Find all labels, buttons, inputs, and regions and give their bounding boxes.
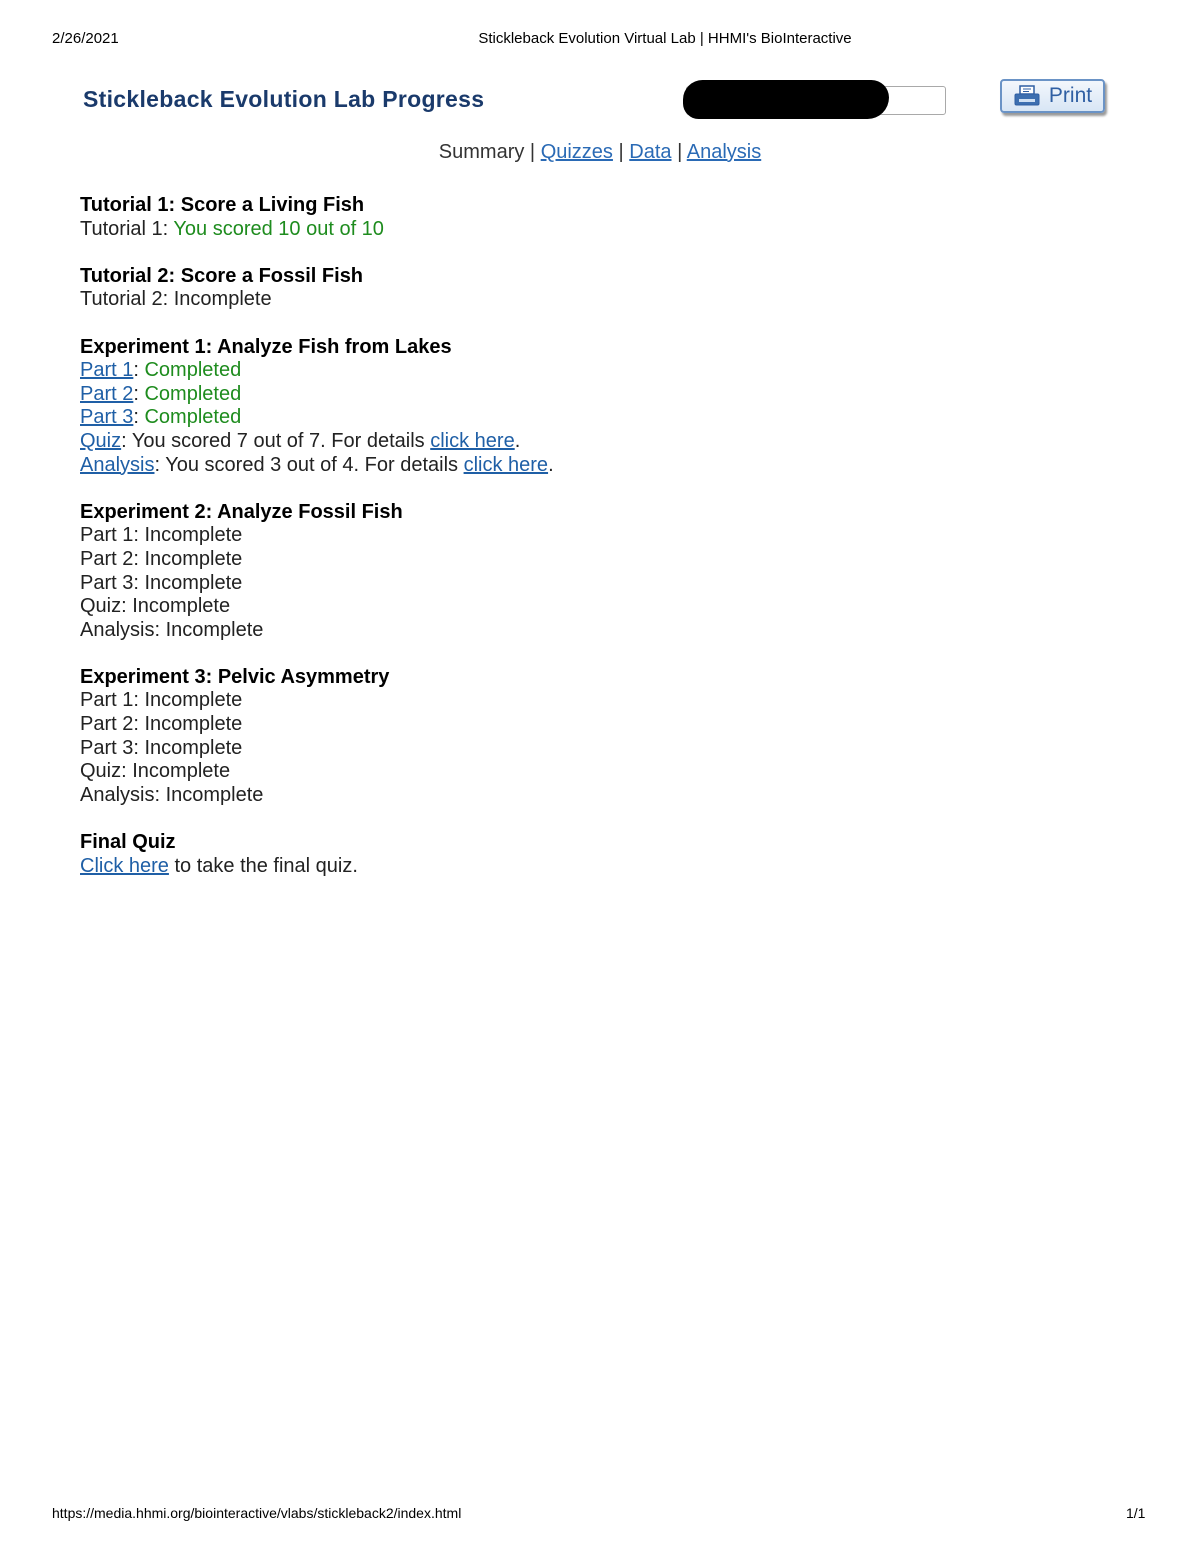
- progress-summary: [80, 194, 980, 902]
- status-line: [80, 406, 980, 430]
- section-heading: Experiment 1: Analyze Fish from Lakes: [80, 335, 452, 358]
- print-url: https://media.hhmi.org/biointeractive/vlabs/stickleback2/index.html: [52, 1505, 462, 1521]
- status-line: Part 1: Incomplete: [80, 524, 243, 547]
- page-title: Stickleback Evolution Lab Progress: [83, 86, 485, 112]
- page-number: 1/1: [1126, 1505, 1146, 1521]
- status-line: [80, 454, 980, 478]
- completed-text: Completed: [144, 406, 242, 429]
- colon: :: [133, 359, 145, 382]
- score-text: You scored 10 out of 10: [173, 217, 384, 240]
- status-line: Part 2: Incomplete: [80, 547, 243, 570]
- nav-data-link[interactable]: Data: [629, 141, 672, 163]
- period: .: [514, 429, 521, 452]
- quiz-link[interactable]: Quiz: [80, 429, 122, 452]
- section-heading: Final Quiz: [80, 831, 176, 854]
- redaction-mark: [683, 80, 889, 119]
- status-line: Part 3: Incomplete: [80, 571, 243, 594]
- status-line: Analysis: Incomplete: [80, 783, 264, 806]
- nav-separator: |: [677, 141, 683, 163]
- status-line: [80, 430, 980, 454]
- status-line: [80, 855, 980, 879]
- print-header: [0, 30, 1200, 50]
- nav-quizzes-link[interactable]: Quizzes: [540, 141, 613, 163]
- status-line: [80, 359, 980, 383]
- final-quiz-text: to take the final quiz.: [168, 854, 358, 877]
- nav-summary: Summary: [438, 141, 525, 163]
- section-heading: Tutorial 2: Score a Fossil Fish: [80, 264, 364, 287]
- colon: :: [133, 382, 145, 405]
- final-quiz-link[interactable]: Click here: [80, 854, 169, 877]
- analysis-score-text: : You scored 3 out of 4. For details: [154, 453, 464, 476]
- section-heading: Experiment 2: Analyze Fossil Fish: [80, 500, 403, 523]
- colon: :: [133, 406, 145, 429]
- print-button[interactable]: [1000, 79, 1105, 113]
- analysis-details-link[interactable]: click here: [463, 453, 549, 476]
- status-line: Part 2: Incomplete: [80, 713, 243, 736]
- period: .: [548, 453, 554, 476]
- analysis-link[interactable]: Analysis: [80, 453, 155, 476]
- progress-nav: [0, 141, 1200, 164]
- print-button-label: Print: [1048, 84, 1093, 107]
- printer-icon: [1013, 85, 1041, 107]
- nav-analysis-link[interactable]: Analysis: [686, 141, 762, 163]
- part-2-link[interactable]: Part 2: [80, 382, 134, 405]
- status-line: Analysis: Incomplete: [80, 618, 264, 641]
- completed-text: Completed: [144, 382, 242, 405]
- part-1-link[interactable]: Part 1: [80, 359, 134, 382]
- part-3-link[interactable]: Part 3: [80, 406, 134, 429]
- status-line: Quiz: Incomplete: [80, 760, 231, 783]
- nav-separator: |: [529, 141, 536, 163]
- status-label: Tutorial 1:: [80, 217, 174, 240]
- status-line: Quiz: Incomplete: [80, 595, 231, 618]
- status-line: Tutorial 2: Incomplete: [80, 288, 272, 311]
- section-heading: Tutorial 1: Score a Living Fish: [80, 194, 365, 216]
- status-line: [80, 218, 980, 242]
- experiment-1-section: [80, 336, 980, 478]
- status-line: Part 1: Incomplete: [80, 689, 243, 712]
- quiz-score-text: : You scored 7 out of 7. For details: [121, 429, 431, 452]
- experiment-2-section: [80, 501, 980, 643]
- status-line: Part 3: Incomplete: [80, 736, 243, 759]
- quiz-details-link[interactable]: click here: [430, 429, 515, 452]
- final-quiz-section: [80, 831, 980, 878]
- tutorial-1-section: [80, 194, 980, 241]
- experiment-3-section: [80, 666, 980, 808]
- status-line: [80, 383, 980, 407]
- section-heading: Experiment 3: Pelvic Asymmetry: [80, 665, 390, 688]
- print-date: 2/26/2021: [52, 30, 119, 47]
- tutorial-2-section: [80, 265, 980, 312]
- nav-separator: |: [618, 141, 624, 163]
- print-page-title: Stickleback Evolution Virtual Lab | HHMI's BioInteractive: [478, 30, 852, 47]
- completed-text: Completed: [144, 359, 242, 382]
